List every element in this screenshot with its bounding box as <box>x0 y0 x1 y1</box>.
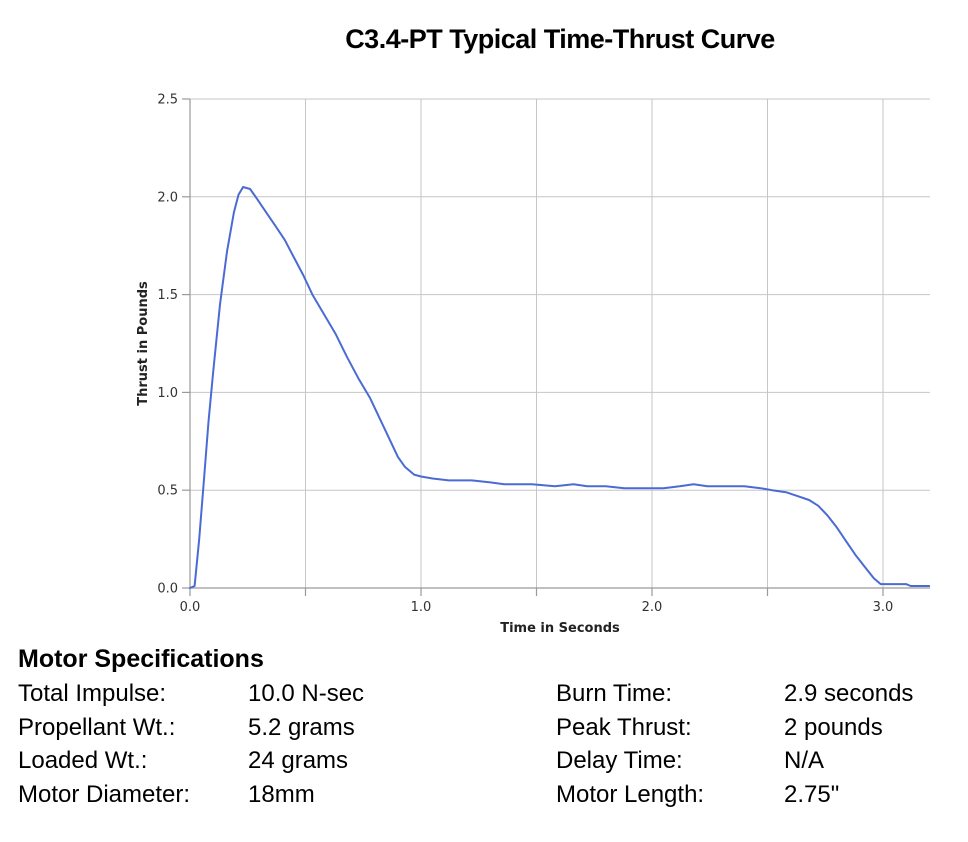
spec-value-motor-diameter: 18mm <box>248 780 315 808</box>
specs-heading: Motor Specifications <box>18 645 264 673</box>
x-tick-label: 1.0 <box>410 600 432 615</box>
chart-title: C3.4-PT Typical Time-Thrust Curve <box>345 24 775 54</box>
spec-value-propellant-wt: 5.2 grams <box>248 713 355 741</box>
x-tick-label: 2.0 <box>641 600 663 615</box>
spec-value-delay-time: N/A <box>784 747 825 774</box>
spec-label-propellant-wt: Propellant Wt.: <box>18 713 176 741</box>
spec-row <box>18 677 968 711</box>
y-tick-label: 1.0 <box>157 385 178 401</box>
spec-value-loaded-wt: 24 grams <box>248 747 349 774</box>
y-tick-label: 0.0 <box>157 581 178 597</box>
y-tick-label: 2.0 <box>157 190 178 206</box>
spec-row <box>18 778 968 812</box>
spec-value-motor-length: 2.75" <box>784 780 840 808</box>
spec-value-burn-time: 2.9 seconds <box>784 680 914 707</box>
motor-specifications <box>0 642 968 811</box>
spec-label-total-impulse: Total Impulse: <box>18 680 167 707</box>
thrust-curve <box>190 187 929 588</box>
y-tick-label: 0.5 <box>157 483 178 499</box>
y-tick-label: 2.5 <box>157 92 178 108</box>
y-tick-label: 1.5 <box>157 288 178 304</box>
spec-label-burn-time: Burn Time: <box>556 680 673 707</box>
spec-row <box>18 744 968 778</box>
spec-value-peak-thrust: 2 pounds <box>784 713 883 741</box>
x-tick-label: 0.0 <box>179 600 201 615</box>
spec-label-motor-diameter: Motor Diameter: <box>18 780 191 808</box>
y-axis-title: Thrust in Pounds <box>136 281 151 406</box>
x-tick-label: 3.0 <box>872 600 894 615</box>
spec-value-total-impulse: 10.0 N-sec <box>248 680 365 707</box>
x-axis-title: Time in Seconds <box>500 621 620 636</box>
spec-label-motor-length: Motor Length: <box>556 780 705 808</box>
spec-label-peak-thrust: Peak Thrust: <box>556 713 692 741</box>
spec-label-loaded-wt: Loaded Wt.: <box>18 747 148 774</box>
spec-label-delay-time: Delay Time: <box>556 747 683 774</box>
spec-row <box>18 711 968 745</box>
